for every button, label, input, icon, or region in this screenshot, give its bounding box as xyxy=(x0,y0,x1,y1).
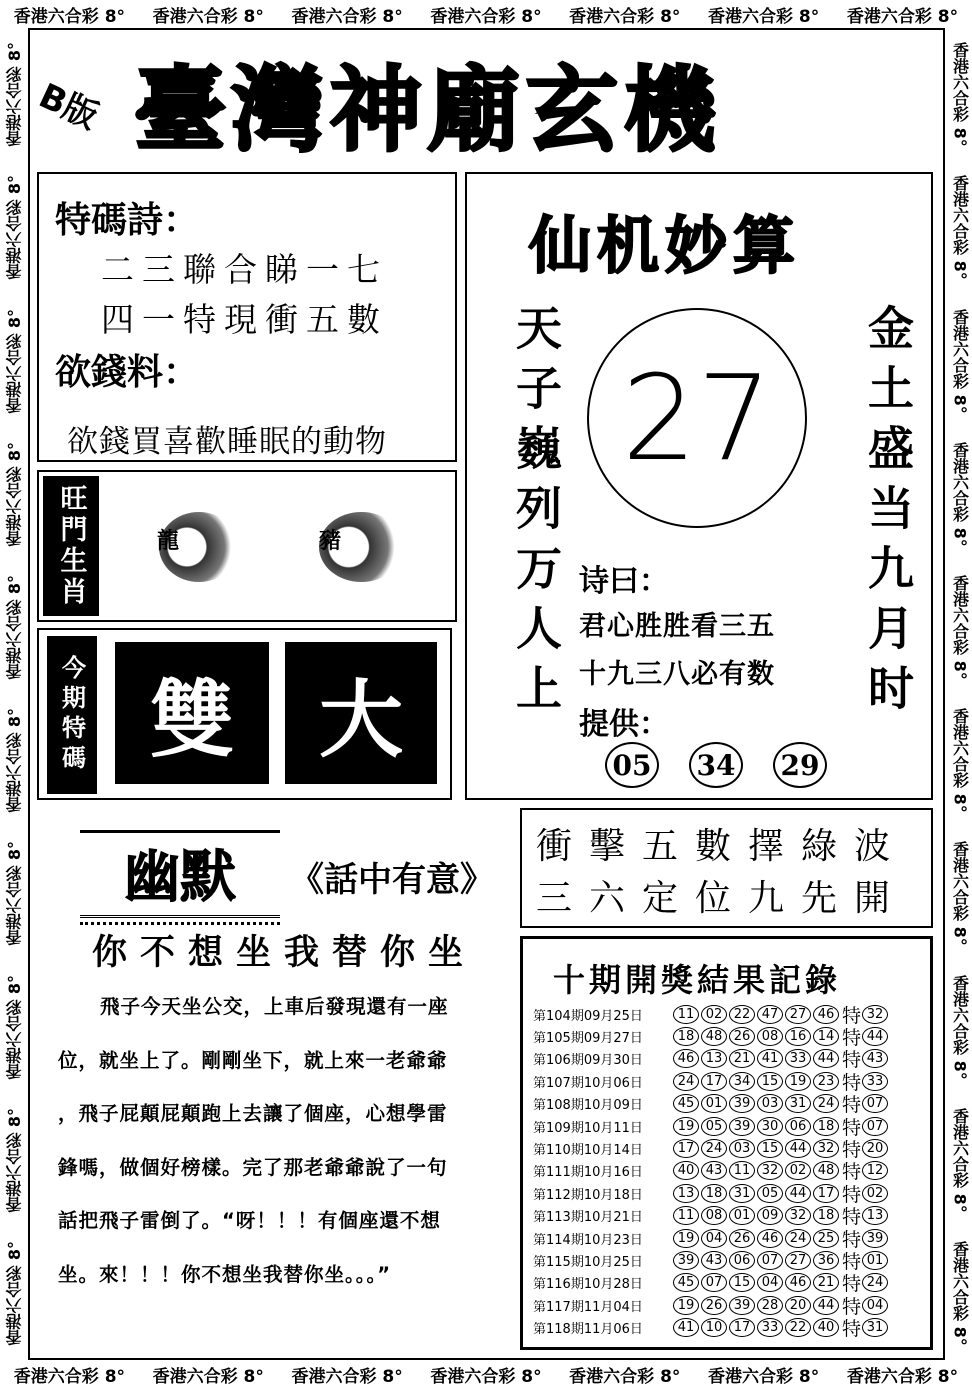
number-ball: 46 xyxy=(813,1005,839,1024)
number-ball: 46 xyxy=(673,1049,699,1068)
number-ball: 06 xyxy=(785,1117,811,1136)
number-ball: 34 xyxy=(689,742,743,788)
poem-title: 特碼詩： xyxy=(55,199,200,241)
results-table xyxy=(533,1003,890,1339)
draw-label: 第111期10月16日 xyxy=(533,1165,643,1181)
story-line: ，飛子屁顛屁顛跑上去讓了個座，心想學雷 xyxy=(58,1102,448,1125)
number-ball: 18 xyxy=(813,1206,839,1225)
money-title: 欲錢料： xyxy=(55,351,200,393)
masthead xyxy=(32,48,920,164)
special-value: 雙 xyxy=(115,642,269,784)
special-label: 特 xyxy=(842,1251,862,1273)
special-label: 特 xyxy=(842,1318,862,1341)
humor-headline: 你不想坐我替你坐 xyxy=(92,933,477,973)
zodiac-animal: 龍 xyxy=(157,529,180,554)
number-ball: 10 xyxy=(701,1318,727,1337)
draw-label: 第115期10月25日 xyxy=(533,1254,643,1270)
special-label: 特 xyxy=(842,1183,862,1206)
number-ball: 33 xyxy=(757,1318,783,1337)
number-ball: 08 xyxy=(701,1206,727,1225)
zodiac-box xyxy=(37,470,457,622)
number-ball: 11 xyxy=(673,1005,699,1024)
number-ball: 24 xyxy=(813,1094,839,1113)
poem-label: 诗曰： xyxy=(579,564,669,599)
story-line: 坐。來！！！你不想坐我替你坐。。。” xyxy=(58,1262,392,1286)
special-label: 特 xyxy=(842,1139,862,1162)
special-number-ball: 07 xyxy=(862,1117,888,1136)
border-left: 香港六合彩 8° 香港六合彩 8° 香港六合彩 8° 香港六合彩 8° 香港六合彩 8° 香港六合彩 8° 香港六合彩 8° 香港六合彩 8° 香港六合彩 8° 香港六合彩 8° xyxy=(4,42,24,1346)
result-row xyxy=(533,1227,890,1249)
special-label: 特 xyxy=(842,1273,862,1296)
number-ball: 33 xyxy=(785,1049,811,1068)
special-number-ball: 24 xyxy=(862,1273,888,1292)
special-number-ball: 32 xyxy=(862,1005,888,1024)
number-ball: 41 xyxy=(673,1318,699,1337)
result-row xyxy=(533,1048,890,1070)
result-row xyxy=(533,1182,890,1204)
number-ball: 07 xyxy=(757,1251,783,1270)
number-ball: 19 xyxy=(785,1072,811,1091)
number-ball: 44 xyxy=(813,1296,839,1315)
number-ball: 07 xyxy=(701,1273,727,1292)
hint-line: 三六定位九先開 xyxy=(536,878,908,919)
number-ball: 27 xyxy=(785,1005,811,1024)
draw-label: 第114期10月23日 xyxy=(533,1232,643,1248)
draw-label: 第117期11月04日 xyxy=(533,1299,643,1315)
humor-title: 幽默 xyxy=(124,845,236,910)
number-ball: 17 xyxy=(813,1184,839,1203)
number-ball: 39 xyxy=(729,1117,755,1136)
number-ball: 05 xyxy=(757,1184,783,1203)
number-ball: 03 xyxy=(729,1139,755,1158)
number-ball: 22 xyxy=(785,1318,811,1337)
number-ball: 32 xyxy=(813,1139,839,1158)
special-number-ball: 01 xyxy=(862,1251,888,1270)
poem-box xyxy=(37,172,457,462)
number-ball: 28 xyxy=(757,1296,783,1315)
poem-line: 四一特現衝五數 xyxy=(101,300,388,339)
number-ball: 19 xyxy=(673,1117,699,1136)
special-label: 特 xyxy=(842,1027,862,1050)
number-ball: 31 xyxy=(729,1184,755,1203)
result-row xyxy=(533,1093,890,1115)
edition-label: B版 xyxy=(32,75,105,137)
provide-label: 提供： xyxy=(579,707,669,742)
special-label: 特 xyxy=(842,1295,862,1318)
result-row xyxy=(533,1025,890,1050)
result-row xyxy=(533,1070,890,1092)
result-row xyxy=(533,1003,890,1025)
number-ball: 32 xyxy=(785,1206,811,1225)
left-vertical-verse: 天子巍列万人上 xyxy=(509,304,563,724)
special-number-ball: 13 xyxy=(862,1206,888,1225)
number-ball: 44 xyxy=(813,1049,839,1068)
number-ball: 17 xyxy=(673,1139,699,1158)
number-ball: 09 xyxy=(757,1206,783,1225)
number-ball: 11 xyxy=(673,1206,699,1225)
story-line: 位，就坐上了。剛剛坐下，就上來一老爺爺 xyxy=(58,1048,448,1072)
special-label: 今期特碼 xyxy=(47,636,97,794)
number-ball: 17 xyxy=(729,1318,755,1337)
special-number-ball: 33 xyxy=(862,1072,888,1091)
number-ball: 14 xyxy=(813,1027,839,1046)
number-ball: 11 xyxy=(729,1161,755,1180)
number-ball: 13 xyxy=(673,1184,699,1203)
number-ball: 13 xyxy=(701,1049,727,1068)
border-right: 香港六合彩 8° 香港六合彩 8° 香港六合彩 8° 香港六合彩 8° 香港六合彩 8° 香港六合彩 8° 香港六合彩 8° 香港六合彩 8° 香港六合彩 8° 香港六合彩 8° xyxy=(950,42,970,1346)
special-number-ball: 31 xyxy=(862,1318,888,1337)
number-ball: 05 xyxy=(605,742,659,788)
special-value: 大 xyxy=(285,642,437,784)
number-ball: 01 xyxy=(729,1206,755,1225)
hint-box xyxy=(520,808,933,928)
number-ball: 32 xyxy=(757,1161,783,1180)
number-ball: 03 xyxy=(757,1094,783,1113)
special-label: 特 xyxy=(842,1004,862,1027)
humor-title-frame xyxy=(80,830,280,915)
draw-label: 第116期10月28日 xyxy=(533,1277,643,1293)
result-row xyxy=(533,1294,890,1316)
number-ball: 31 xyxy=(785,1094,811,1113)
border-bottom: 香港六合彩 8° 香港六合彩 8° 香港六合彩 8° 香港六合彩 8° 香港六合彩 8° 香港六合彩 8° 香港六合彩 8° xyxy=(13,1366,959,1387)
number-ball: 29 xyxy=(773,742,827,788)
special-number-ball: 04 xyxy=(862,1296,888,1315)
number-ball: 05 xyxy=(701,1117,727,1136)
draw-label: 第109期10月11日 xyxy=(533,1120,643,1136)
number-ball: 44 xyxy=(785,1139,811,1158)
special-number-ball: 43 xyxy=(862,1049,888,1068)
story-line: 話把飛子雷倒了。“呀！！！有個座還不想 xyxy=(58,1209,441,1232)
number-ball: 41 xyxy=(757,1049,783,1068)
number-ball: 47 xyxy=(757,1005,783,1024)
number-ball: 21 xyxy=(729,1049,755,1068)
number-ball: 21 xyxy=(813,1273,839,1292)
draw-label: 第113期10月21日 xyxy=(533,1210,643,1226)
number-ball: 43 xyxy=(701,1161,727,1180)
number-ball: 23 xyxy=(813,1072,839,1091)
special-label: 特 xyxy=(842,1071,862,1094)
number-ball: 15 xyxy=(757,1139,783,1158)
hint-line: 衝擊五數擇綠波 xyxy=(536,826,908,867)
fortune-line: 君心胜胜看三五 xyxy=(579,611,775,642)
number-ball: 04 xyxy=(757,1273,783,1292)
special-label: 特 xyxy=(842,1116,862,1139)
number-ball: 24 xyxy=(785,1229,811,1248)
number-ball: 15 xyxy=(757,1072,783,1091)
number-ball: 04 xyxy=(701,1229,727,1248)
number-ball: 25 xyxy=(813,1229,839,1248)
number-ball: 24 xyxy=(673,1072,699,1091)
provided-numbers xyxy=(605,742,827,788)
number-ball: 39 xyxy=(673,1251,699,1270)
draw-label: 第107期10月06日 xyxy=(533,1075,643,1091)
number-ball: 46 xyxy=(785,1273,811,1292)
humor-subtitle: 《話中有意》 xyxy=(290,860,494,900)
poem-line: 二三聯合睇一七 xyxy=(101,250,388,289)
number-ball: 40 xyxy=(813,1318,839,1337)
special-box xyxy=(37,628,452,800)
special-number-ball: 12 xyxy=(862,1161,888,1180)
special-label: 特 xyxy=(842,1228,862,1251)
draw-label: 第105期09月27日 xyxy=(533,1031,643,1047)
featured-number: 27 xyxy=(587,308,807,528)
number-ball: 24 xyxy=(701,1139,727,1158)
draw-label: 第112期10月18日 xyxy=(533,1187,643,1203)
story-line: 鋒嗎，做個好榜樣。完了那老爺爺說了一句 xyxy=(58,1155,448,1179)
draw-label: 第110期10月14日 xyxy=(533,1143,643,1159)
results-box xyxy=(520,936,933,1350)
number-ball: 20 xyxy=(785,1296,811,1315)
number-ball: 48 xyxy=(701,1027,727,1046)
fortune-box xyxy=(465,172,933,800)
number-ball: 26 xyxy=(701,1296,727,1315)
zodiac-animal: 豬 xyxy=(319,529,342,554)
special-label: 特 xyxy=(842,1161,862,1184)
number-ball: 19 xyxy=(673,1296,699,1315)
special-label: 特 xyxy=(842,1094,862,1117)
results-title: 十期開獎結果記錄 xyxy=(553,961,842,999)
number-ball: 30 xyxy=(757,1117,783,1136)
number-ball: 18 xyxy=(673,1027,699,1046)
number-ball: 39 xyxy=(729,1296,755,1315)
number-ball: 39 xyxy=(729,1094,755,1113)
number-ball: 26 xyxy=(729,1027,755,1046)
number-ball: 48 xyxy=(813,1161,839,1180)
special-number-ball: 02 xyxy=(862,1184,888,1203)
draw-label: 第106期09月30日 xyxy=(533,1053,643,1069)
draw-label: 第108期10月09日 xyxy=(533,1098,643,1114)
special-label: 特 xyxy=(842,1049,862,1072)
special-number-ball: 07 xyxy=(862,1094,888,1113)
number-ball: 01 xyxy=(701,1094,727,1113)
number-ball: 40 xyxy=(673,1161,699,1180)
border-top: 香港六合彩 8° 香港六合彩 8° 香港六合彩 8° 香港六合彩 8° 香港六合彩 8° 香港六合彩 8° 香港六合彩 8° xyxy=(13,6,959,27)
number-ball: 46 xyxy=(757,1229,783,1248)
result-row xyxy=(533,1272,890,1294)
number-ball: 17 xyxy=(701,1072,727,1091)
number-ball: 27 xyxy=(785,1251,811,1270)
right-vertical-verse: 金土盛当九月时 xyxy=(861,304,915,724)
number-ball: 16 xyxy=(785,1027,811,1046)
page-title: 臺灣神廟玄機 xyxy=(133,56,722,164)
special-number-ball: 44 xyxy=(862,1027,888,1046)
number-ball: 02 xyxy=(785,1161,811,1180)
fortune-title: 仙机妙算 xyxy=(529,209,802,282)
number-ball: 15 xyxy=(729,1273,755,1292)
number-ball: 22 xyxy=(729,1005,755,1024)
special-label: 特 xyxy=(842,1206,862,1229)
draw-label: 第104期09月25日 xyxy=(533,1008,643,1024)
humor-story xyxy=(58,980,508,1301)
result-row xyxy=(533,1249,890,1271)
result-row xyxy=(533,1316,890,1341)
number-ball: 18 xyxy=(701,1184,727,1203)
zodiac-label: 旺門生肖 xyxy=(43,476,99,616)
number-ball: 34 xyxy=(729,1072,755,1091)
number-ball: 06 xyxy=(729,1251,755,1270)
number-ball: 02 xyxy=(701,1005,727,1024)
number-ball: 19 xyxy=(673,1229,699,1248)
special-number-ball: 39 xyxy=(862,1229,888,1248)
result-row xyxy=(533,1205,890,1227)
fortune-line: 十九三八必有数 xyxy=(579,659,775,690)
number-ball: 36 xyxy=(813,1251,839,1270)
money-line: 欲錢買喜歡睡眠的動物 xyxy=(67,424,387,460)
number-ball: 45 xyxy=(673,1094,699,1113)
number-ball: 26 xyxy=(729,1229,755,1248)
number-ball: 08 xyxy=(757,1027,783,1046)
result-row xyxy=(533,1115,890,1137)
number-ball: 18 xyxy=(813,1117,839,1136)
wave-decoration xyxy=(80,915,280,925)
story-line: 飛子今天坐公交，上車后發現還有一座 xyxy=(100,995,449,1018)
result-row xyxy=(533,1137,890,1162)
result-row xyxy=(533,1160,890,1182)
number-ball: 43 xyxy=(701,1251,727,1270)
number-ball: 44 xyxy=(785,1184,811,1203)
number-ball: 45 xyxy=(673,1273,699,1292)
special-number-ball: 20 xyxy=(862,1139,888,1158)
draw-label: 第118期11月06日 xyxy=(533,1322,643,1338)
